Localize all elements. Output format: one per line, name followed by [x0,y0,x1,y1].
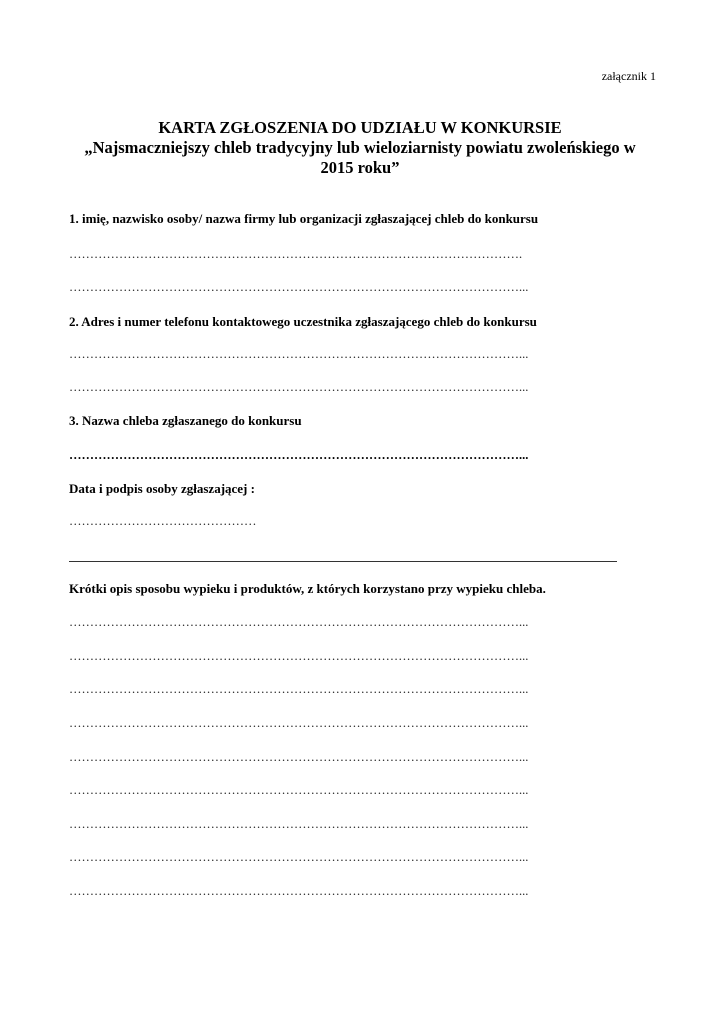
description-field-line-8[interactable]: ………………………………………………………………………………………………... [69,850,529,864]
section-2-field-line-1[interactable]: ………………………………………………………………………………………………... [69,347,529,361]
section-2-label: 2. Adres i numer telefonu kontaktowego uczestnika zgłaszającego chleb do konkursu [69,314,537,329]
description-field-line-3[interactable]: ………………………………………………………………………………………………... [69,682,529,696]
title-line-1: KARTA ZGŁOSZENIA DO UDZIAŁU W KONKURSIE [158,118,562,137]
title-line-3: 2015 roku” [320,158,400,177]
description-label: Krótki opis sposobu wypieku i produktów, z których korzystano przy wypieku chleba. [69,581,546,596]
section-1-field-line-1[interactable]: ………………………………………………………………………………………………. [69,247,523,261]
section-divider [69,561,617,562]
signature-field-line[interactable]: ……………………………………… [69,514,257,528]
title-line-2: „Najsmaczniejszy chleb tradycyjny lub wieloziarnisty powiatu zwoleńskiego w [84,138,636,157]
section-1-label: 1. imię, nazwisko osoby/ nazwa firmy lub organizacji zgłaszającej chleb do konkursu [69,211,539,226]
description-field-line-6[interactable]: ………………………………………………………………………………………………... [69,783,529,797]
description-field-line-4[interactable]: ………………………………………………………………………………………………... [69,716,529,730]
form-title [60,118,660,178]
signature-label: Data i podpis osoby zgłaszającej : [69,481,255,496]
description-field-line-5[interactable]: ………………………………………………………………………………………………... [69,750,529,764]
description-field-line-1[interactable]: ………………………………………………………………………………………………... [69,615,529,629]
section-2-field-line-2[interactable]: ………………………………………………………………………………………………... [69,380,529,394]
description-field-line-9[interactable]: ………………………………………………………………………………………………... [69,884,529,898]
description-field-line-7[interactable]: ………………………………………………………………………………………………... [69,817,529,831]
attachment-label: załącznik 1 [601,69,656,83]
section-3-label: 3. Nazwa chleba zgłaszanego do konkursu [69,413,302,428]
section-3-field-line-1[interactable]: ………………………………………………………………………………………………... [69,448,529,462]
description-field-line-2[interactable]: ………………………………………………………………………………………………... [69,649,529,663]
section-1-field-line-2[interactable]: ………………………………………………………………………………………………... [69,280,529,294]
